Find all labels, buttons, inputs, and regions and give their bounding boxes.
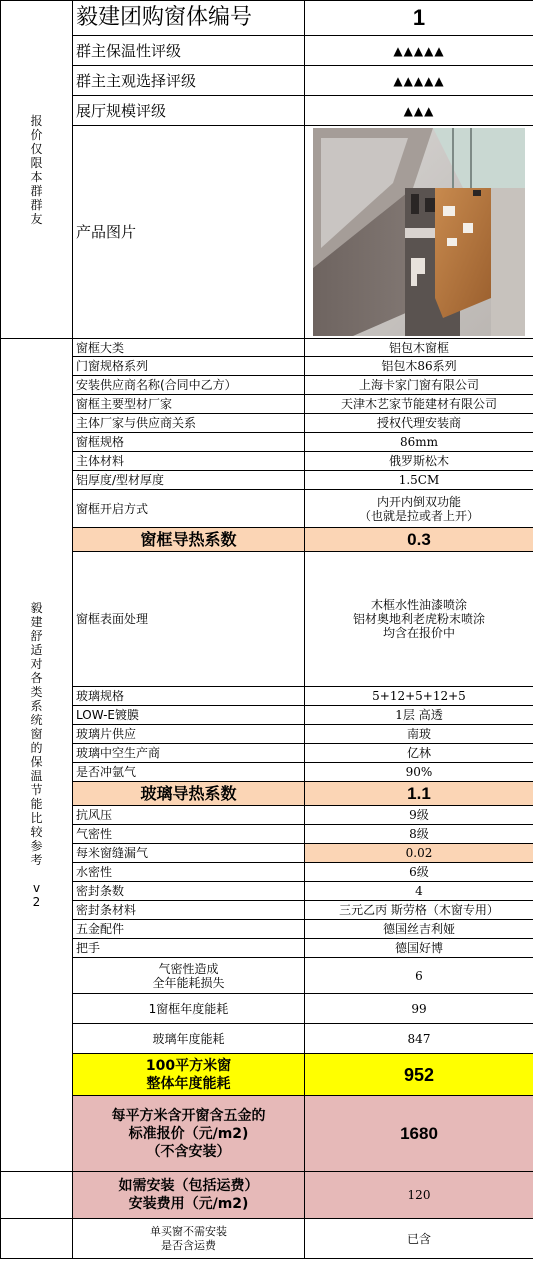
spec-label-argon: 是否冲氩气 bbox=[73, 763, 305, 782]
spec-label-glass-u: 玻璃导热系数 bbox=[73, 782, 305, 806]
spec-value-material: 俄罗斯松木 bbox=[305, 452, 533, 471]
spec-label-hardware: 五金配件 bbox=[73, 920, 305, 939]
rating-stars-showroom: ▲▲▲ bbox=[305, 96, 533, 126]
spec-label-glass-supplier: 玻璃片供应 bbox=[73, 725, 305, 744]
energy-value-air-loss: 6 bbox=[305, 958, 533, 994]
spec-value-glass-supplier: 南玻 bbox=[305, 725, 533, 744]
spec-value-installer: 上海卡家门窗有限公司 bbox=[305, 376, 533, 395]
spec-value-frame-type: 铝包木窗框 bbox=[305, 339, 533, 357]
spec-value-hardware: 德国丝吉利娅 bbox=[305, 920, 533, 939]
spec-label-wind: 抗风压 bbox=[73, 806, 305, 825]
spec-label-installer: 安装供应商名称(合同中乙方） bbox=[73, 376, 305, 395]
spec-label-surface: 窗框表面处理 bbox=[73, 552, 305, 687]
spec-value-airtight: 8级 bbox=[305, 825, 533, 844]
header-value: 1 bbox=[305, 1, 533, 36]
spec-label-seal-material: 密封条材料 bbox=[73, 901, 305, 920]
spec-value-thickness: 1.5CM bbox=[305, 471, 533, 490]
spec-label-watertight: 水密性 bbox=[73, 863, 305, 882]
install-side-blank bbox=[1, 1172, 73, 1219]
spec-value-handle: 德国好博 bbox=[305, 939, 533, 958]
shipping-label: 单买窗不需安装 是否含运费 bbox=[73, 1219, 305, 1259]
product-image-label: 产品图片 bbox=[73, 126, 305, 339]
spec-label-profile-maker: 窗框主要型材厂家 bbox=[73, 395, 305, 414]
install-value: 120 bbox=[305, 1172, 533, 1219]
install-label: 如需安装（包括运费） 安装费用（元/m2) bbox=[73, 1172, 305, 1219]
spec-value-surface: 木框水性油漆喷涂 铝材奥地利老虎粉末喷涂 均含在报价中 bbox=[305, 552, 533, 687]
energy-value-frame-annual: 99 bbox=[305, 994, 533, 1024]
spec-value-glass-u: 1.1 bbox=[305, 782, 533, 806]
spec-value-hollow-maker: 亿林 bbox=[305, 744, 533, 763]
install-table bbox=[0, 1171, 533, 1259]
rating-label-subjective: 群主主观选择评级 bbox=[73, 66, 305, 96]
spec-value-seal-count: 4 bbox=[305, 882, 533, 901]
spec-value-frame-u: 0.3 bbox=[305, 528, 533, 552]
spec-value-wind: 9级 bbox=[305, 806, 533, 825]
spec-label-airtight: 气密性 bbox=[73, 825, 305, 844]
spec-label-seal-count: 密封条数 bbox=[73, 882, 305, 901]
spec-value-glass-spec: 5+12+5+12+5 bbox=[305, 687, 533, 706]
energy-value-total: 952 bbox=[305, 1054, 533, 1096]
spec-value-opening: 内开内倒双功能 （也就是拉或者上开） bbox=[305, 490, 533, 528]
price-value: 1680 bbox=[305, 1096, 533, 1172]
spec-value-leak: 0.02 bbox=[305, 844, 533, 863]
product-image bbox=[305, 126, 533, 339]
shipping-value: 已含 bbox=[305, 1219, 533, 1259]
spec-label-hollow-maker: 玻璃中空生产商 bbox=[73, 744, 305, 763]
spec-value-relation: 授权代理安装商 bbox=[305, 414, 533, 433]
side-label-comparison: 毅 建 舒 适 对 各 类 系 统 窗 的 保 温 节 能 比 较 参 考 v 2 bbox=[1, 339, 73, 1172]
shipping-side-blank bbox=[1, 1219, 73, 1259]
energy-label-frame-annual: 1窗框年度能耗 bbox=[73, 994, 305, 1024]
spec-label-frame-spec: 窗框规格 bbox=[73, 433, 305, 452]
spec-label-series: 门窗规格系列 bbox=[73, 357, 305, 376]
spec-label-relation: 主体厂家与供应商关系 bbox=[73, 414, 305, 433]
rating-label-insulation: 群主保温性评级 bbox=[73, 36, 305, 66]
rating-stars-insulation: ▲▲▲▲▲ bbox=[305, 36, 533, 66]
energy-value-glass-annual: 847 bbox=[305, 1024, 533, 1054]
spec-label-handle: 把手 bbox=[73, 939, 305, 958]
rating-label-showroom: 展厅规模评级 bbox=[73, 96, 305, 126]
spec-label-lowe: LOW-E镀膜 bbox=[73, 706, 305, 725]
spec-value-seal-material: 三元乙丙 斯劳格（木窗专用） bbox=[305, 901, 533, 920]
energy-label-air-loss: 气密性造成 全年能耗损失 bbox=[73, 958, 305, 994]
spec-value-lowe: 1层 高透 bbox=[305, 706, 533, 725]
spec-label-frame-type: 窗框大类 bbox=[73, 339, 305, 357]
side-label-quote-only: 报 价 仅 限 本 群 群 友 bbox=[1, 1, 73, 339]
window-profile-image bbox=[313, 128, 525, 336]
spec-label-opening: 窗框开启方式 bbox=[73, 490, 305, 528]
spec-value-profile-maker: 天津木艺家节能建材有限公司 bbox=[305, 395, 533, 414]
energy-label-glass-annual: 玻璃年度能耗 bbox=[73, 1024, 305, 1054]
spec-value-series: 铝包木86系列 bbox=[305, 357, 533, 376]
spec-label-thickness: 铝厚度/型材厚度 bbox=[73, 471, 305, 490]
price-label: 每平方米含开窗含五金的 标准报价（元/m2) （不含安装） bbox=[73, 1096, 305, 1172]
spec-value-watertight: 6级 bbox=[305, 863, 533, 882]
energy-label-total: 100平方米窗 整体年度能耗 bbox=[73, 1054, 305, 1096]
spec-value-frame-spec: 86mm bbox=[305, 433, 533, 452]
spec-label-glass-spec: 玻璃规格 bbox=[73, 687, 305, 706]
spec-label-frame-u: 窗框导热系数 bbox=[73, 528, 305, 552]
header-label: 毅建团购窗体编号 bbox=[73, 1, 305, 36]
rating-stars-subjective: ▲▲▲▲▲ bbox=[305, 66, 533, 96]
spec-label-material: 主体材料 bbox=[73, 452, 305, 471]
spec-label-leak: 每米窗缝漏气 bbox=[73, 844, 305, 863]
spec-value-argon: 90% bbox=[305, 763, 533, 782]
